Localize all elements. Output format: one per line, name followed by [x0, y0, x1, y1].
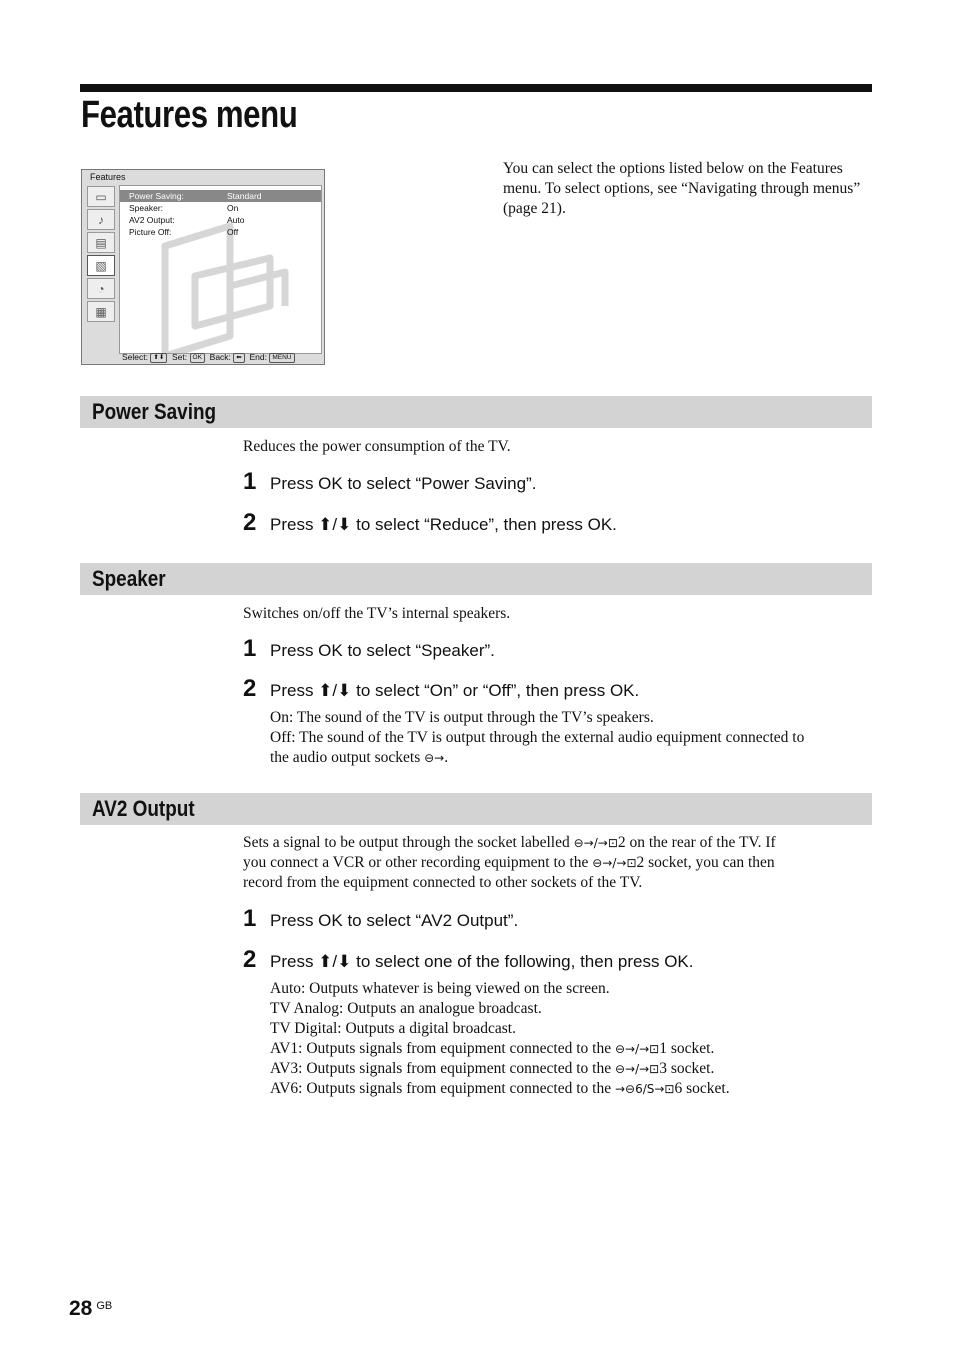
osd-row-picture-off: Picture Off: Off	[129, 227, 239, 237]
osd-row-speaker: Speaker: On	[129, 203, 239, 213]
title-rule	[80, 84, 872, 92]
section-description: Reduces the power consumption of the TV.	[243, 438, 511, 455]
section-description: Sets a signal to be output through the socket labelled ⊖→/→⊡2 on the rear of the TV. If you connect a VCR or other recording equipment to the ⊖→/→⊡2 socket, you can then record from the equipment connected to other sockets of the TV.	[243, 834, 776, 891]
osd-footer: Select: ⬆⬇ Set: OK Back: ⬅ End: MENU	[122, 352, 295, 363]
osd-title: Features	[90, 172, 126, 182]
audio-out-icon: ⊖→	[424, 751, 445, 765]
section-heading: AV2 Output	[92, 796, 195, 821]
osd-icon-column	[85, 184, 117, 352]
left-key-icon: ⬅	[233, 353, 244, 363]
picture-icon: ▭	[87, 186, 115, 207]
up-down-key-icon: ⬆⬇	[150, 353, 167, 363]
page-title: Features menu	[81, 94, 298, 136]
osd-row-av2-output: AV2 Output: Auto	[129, 215, 245, 225]
osd-row-power-saving: Power Saving: Standard	[120, 190, 321, 202]
section-power-saving	[80, 396, 872, 428]
page-number: 28 $^{GB}$	[69, 1297, 113, 1320]
sound-icon: ♪	[87, 209, 115, 230]
screen-icon: ▤	[87, 232, 115, 253]
av-socket-icon: ⊖→/→⊡	[614, 1042, 660, 1056]
av-socket-icon: ⊖→/→⊡	[573, 836, 618, 850]
section-speaker	[80, 563, 872, 595]
features-icon: ▧	[87, 255, 115, 276]
intro-text: You can select the options listed below on the Features menu. To select options, see “Navigating through menus” (page 21).	[503, 160, 861, 217]
av2-options: Auto: Outputs whatever is being viewed on the screen. TV Analog: Outputs an analogue broadcast. TV Digital: Outputs a digital broadcast. AV1: Outputs signals from equipment connected to the ⊖→/→⊡1 socket. AV3: Outputs signals from equipment connected to the ⊖→/→⊡3 socket. AV6: Outputs signals from equipment connected to the →⊖6/S→⊡6 socket.	[270, 980, 730, 1097]
av-socket-icon: ⊖→/→⊡	[592, 856, 637, 870]
av-socket-icon: ⊖→/→⊡	[614, 1062, 660, 1076]
setup-icon: ◔	[87, 278, 115, 299]
pc-settings-icon: ▦	[87, 301, 115, 322]
features-menu-screenshot	[81, 169, 325, 365]
speaker-notes: On: The sound of the TV is output through the TV’s speakers. Off: The sound of the TV is output through the external audio equipment connected to the audio output sockets ⊖→.	[270, 709, 805, 766]
section-description: Switches on/off the TV’s internal speakers.	[243, 605, 511, 622]
av6-socket-icon: →⊖6/S→⊡	[614, 1082, 675, 1096]
osd-panel	[119, 185, 322, 354]
section-heading: Power Saving	[92, 399, 217, 424]
section-av2-output	[80, 793, 872, 825]
section-heading: Speaker	[92, 566, 166, 591]
